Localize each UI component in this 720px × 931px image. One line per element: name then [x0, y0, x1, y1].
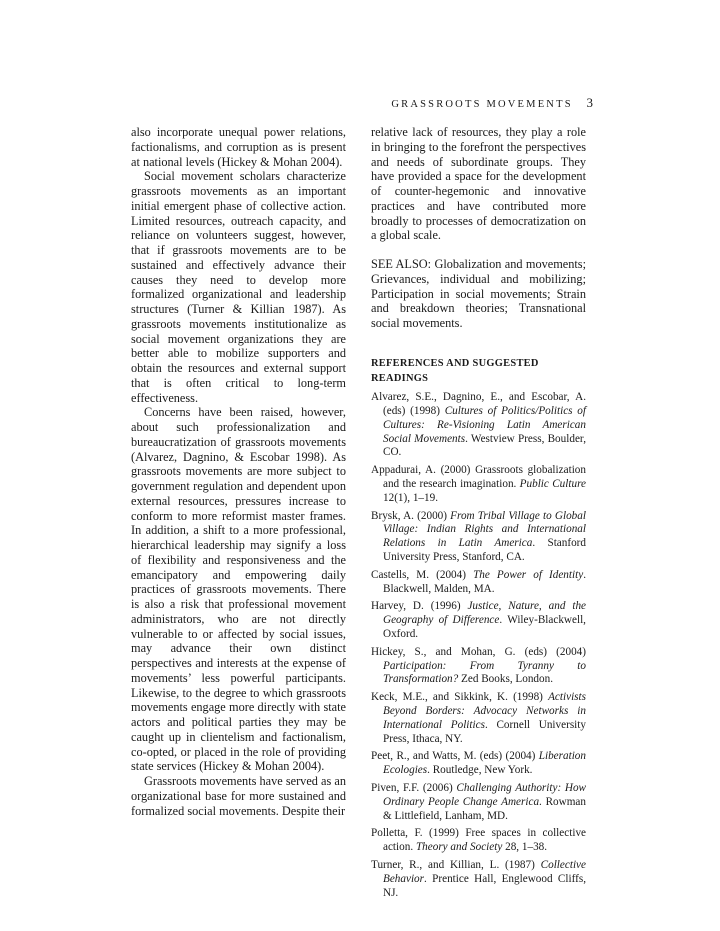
- reference-entry: [371, 646, 586, 687]
- ref-authors: Peet, R., and Watts, M. (eds) (2004): [371, 750, 539, 763]
- reference-entry: [371, 464, 586, 505]
- ref-authors: Turner, R., and Killian, L. (1987): [371, 858, 541, 871]
- ref-publisher: . Stanford University Press, Stanford, CA.: [383, 537, 586, 564]
- ref-title: Collective Behavior: [383, 858, 586, 885]
- reference-entry: [371, 827, 586, 855]
- ref-authors: Piven, F.F. (2006): [371, 781, 457, 794]
- ref-title: Liberation Ecologies: [383, 750, 586, 777]
- ref-title: Public Culture: [519, 478, 586, 491]
- running-head: [391, 95, 593, 111]
- ref-authors: Alvarez, S.E., Dagnino, E., and Escobar, A. (eds) (1998): [371, 391, 586, 418]
- body-paragraph: Concerns have been raised, however, about such professionalization and bureaucratization of grassroots movements (Alvarez, Dagnino, & Escobar 1998). As grassroots movements are more subject to government regulation and dependent upon external resources, pressures increase to conform to more reformist master frames. In addition, a shift to a more professional, hierarchical leadership may signify a loss of flexibility and responsiveness and the emancipatory and empowering daily practices of grassroots movements. There is also a risk that professional movement administrators, who are not directly vulnerable to or affected by social issues, may advance their own distinct perspectives and interests at the expense of movements’ less powerful participants. Likewise, to the degree to which grassroots movements engage more directly with state actors and political parties they may be caught up in clientelism and factionalism, co-opted, or placed in the role of providing state services (Hickey & Mohan 2004).: [131, 405, 346, 774]
- ref-title: Activists Beyond Borders: Advocacy Networks in International Politics: [383, 691, 586, 731]
- ref-publisher: 28, 1–38.: [502, 841, 548, 854]
- reference-entry: [371, 510, 586, 565]
- left-column: [131, 125, 346, 818]
- ref-publisher: . Wiley-Blackwell, Oxford.: [383, 614, 586, 640]
- ref-title: Justice, Nature, and the Geography of Difference: [383, 600, 586, 627]
- ref-authors: Brysk, A. (2000): [371, 509, 451, 522]
- ref-authors: Hickey, S., and Mohan, G. (eds) (2004): [371, 645, 586, 658]
- body-paragraph: Grassroots movements have served as an organizational base for more sustained and formalized social movements. Despite their: [131, 774, 346, 818]
- ref-title: The Power of Identity: [473, 568, 584, 581]
- body-paragraph: relative lack of resources, they play a role in bringing to the forefront the perspectives and needs of subordinate groups. They have provided a space for the development of counter-hegemonic and innovative practices and have contributed more broadly to processes of democratization on a global scale.: [371, 125, 586, 243]
- body-paragraph: also incorporate unequal power relations, factionalisms, and corruption as is present at national levels (Hickey & Mohan 2004).: [131, 125, 346, 169]
- ref-authors: Appadurai, A. (2000) Grassroots globalization and the research imagination.: [371, 464, 586, 491]
- ref-publisher: . Westview Press, Boulder, CO.: [383, 432, 586, 459]
- reference-entry: [371, 782, 586, 823]
- body-paragraph: Social movement scholars characterize grassroots movements as an important initial emergent phase of collective action. Limited resources, outreach capacity, and reliance on volunteers suggest, however, that if grassroots movements are to be sustained and effectively advance their causes they need to develop more formalized organizational and leadership structures (Turner & Killian 1987). As grassroots movements institutionalize as social movement organizations they are better able to mobilize supporters and obtain the resources and external support that is often critical to long-term effectiveness.: [131, 169, 346, 405]
- references-heading: REFERENCES AND SUGGESTED READINGS: [371, 357, 539, 384]
- ref-publisher: . Cornell University Press, Ithaca, NY.: [383, 718, 586, 745]
- ref-authors: Polletta, F. (1999) Free spaces in collective action.: [371, 827, 586, 854]
- ref-publisher: . Prentice Hall, Englewood Cliffs, NJ.: [383, 872, 586, 899]
- ref-publisher: . Rowman & Littlefield, Lanham, MD.: [383, 795, 586, 822]
- ref-title: Cultures of Politics/Politics of Cultures: Re-Visioning Latin American Social Movements: [383, 405, 586, 445]
- right-column: [371, 125, 586, 904]
- ref-publisher: . Routledge, New York.: [427, 764, 533, 777]
- page-number: 3: [586, 95, 593, 110]
- ref-publisher: Zed Books, London.: [458, 673, 554, 686]
- see-also: SEE ALSO: Globalization and movements; Grievances, individual and mobilizing; Participation in social movements; Strain and breakdown theories; Transnational social movements.: [371, 257, 586, 330]
- reference-entry: [371, 859, 586, 900]
- reference-entry: [371, 600, 586, 641]
- ref-title: Participation: From Tyranny to Transformation?: [383, 659, 586, 686]
- reference-entry: [371, 391, 586, 460]
- reference-entry: [371, 569, 586, 597]
- ref-authors: Keck, M.E., and Sikkink, K. (1998): [371, 691, 549, 704]
- running-title: GRASSROOTS MOVEMENTS: [391, 99, 573, 110]
- ref-title: Theory and Society: [415, 841, 503, 854]
- reference-list: [371, 391, 586, 900]
- ref-title: From Tribal Village to Global Village: Indian Rights and International Relations in Latin America: [383, 509, 586, 550]
- ref-publisher: . Blackwell, Malden, MA.: [383, 568, 586, 595]
- ref-authors: Harvey, D. (1996): [371, 600, 468, 613]
- reference-entry: [371, 750, 586, 778]
- ref-authors: Castells, M. (2004): [371, 568, 474, 581]
- ref-title: Challenging Authority: How Ordinary People Change America: [383, 781, 587, 808]
- ref-publisher: 12(1), 1–19.: [383, 491, 438, 504]
- reference-entry: [371, 691, 586, 746]
